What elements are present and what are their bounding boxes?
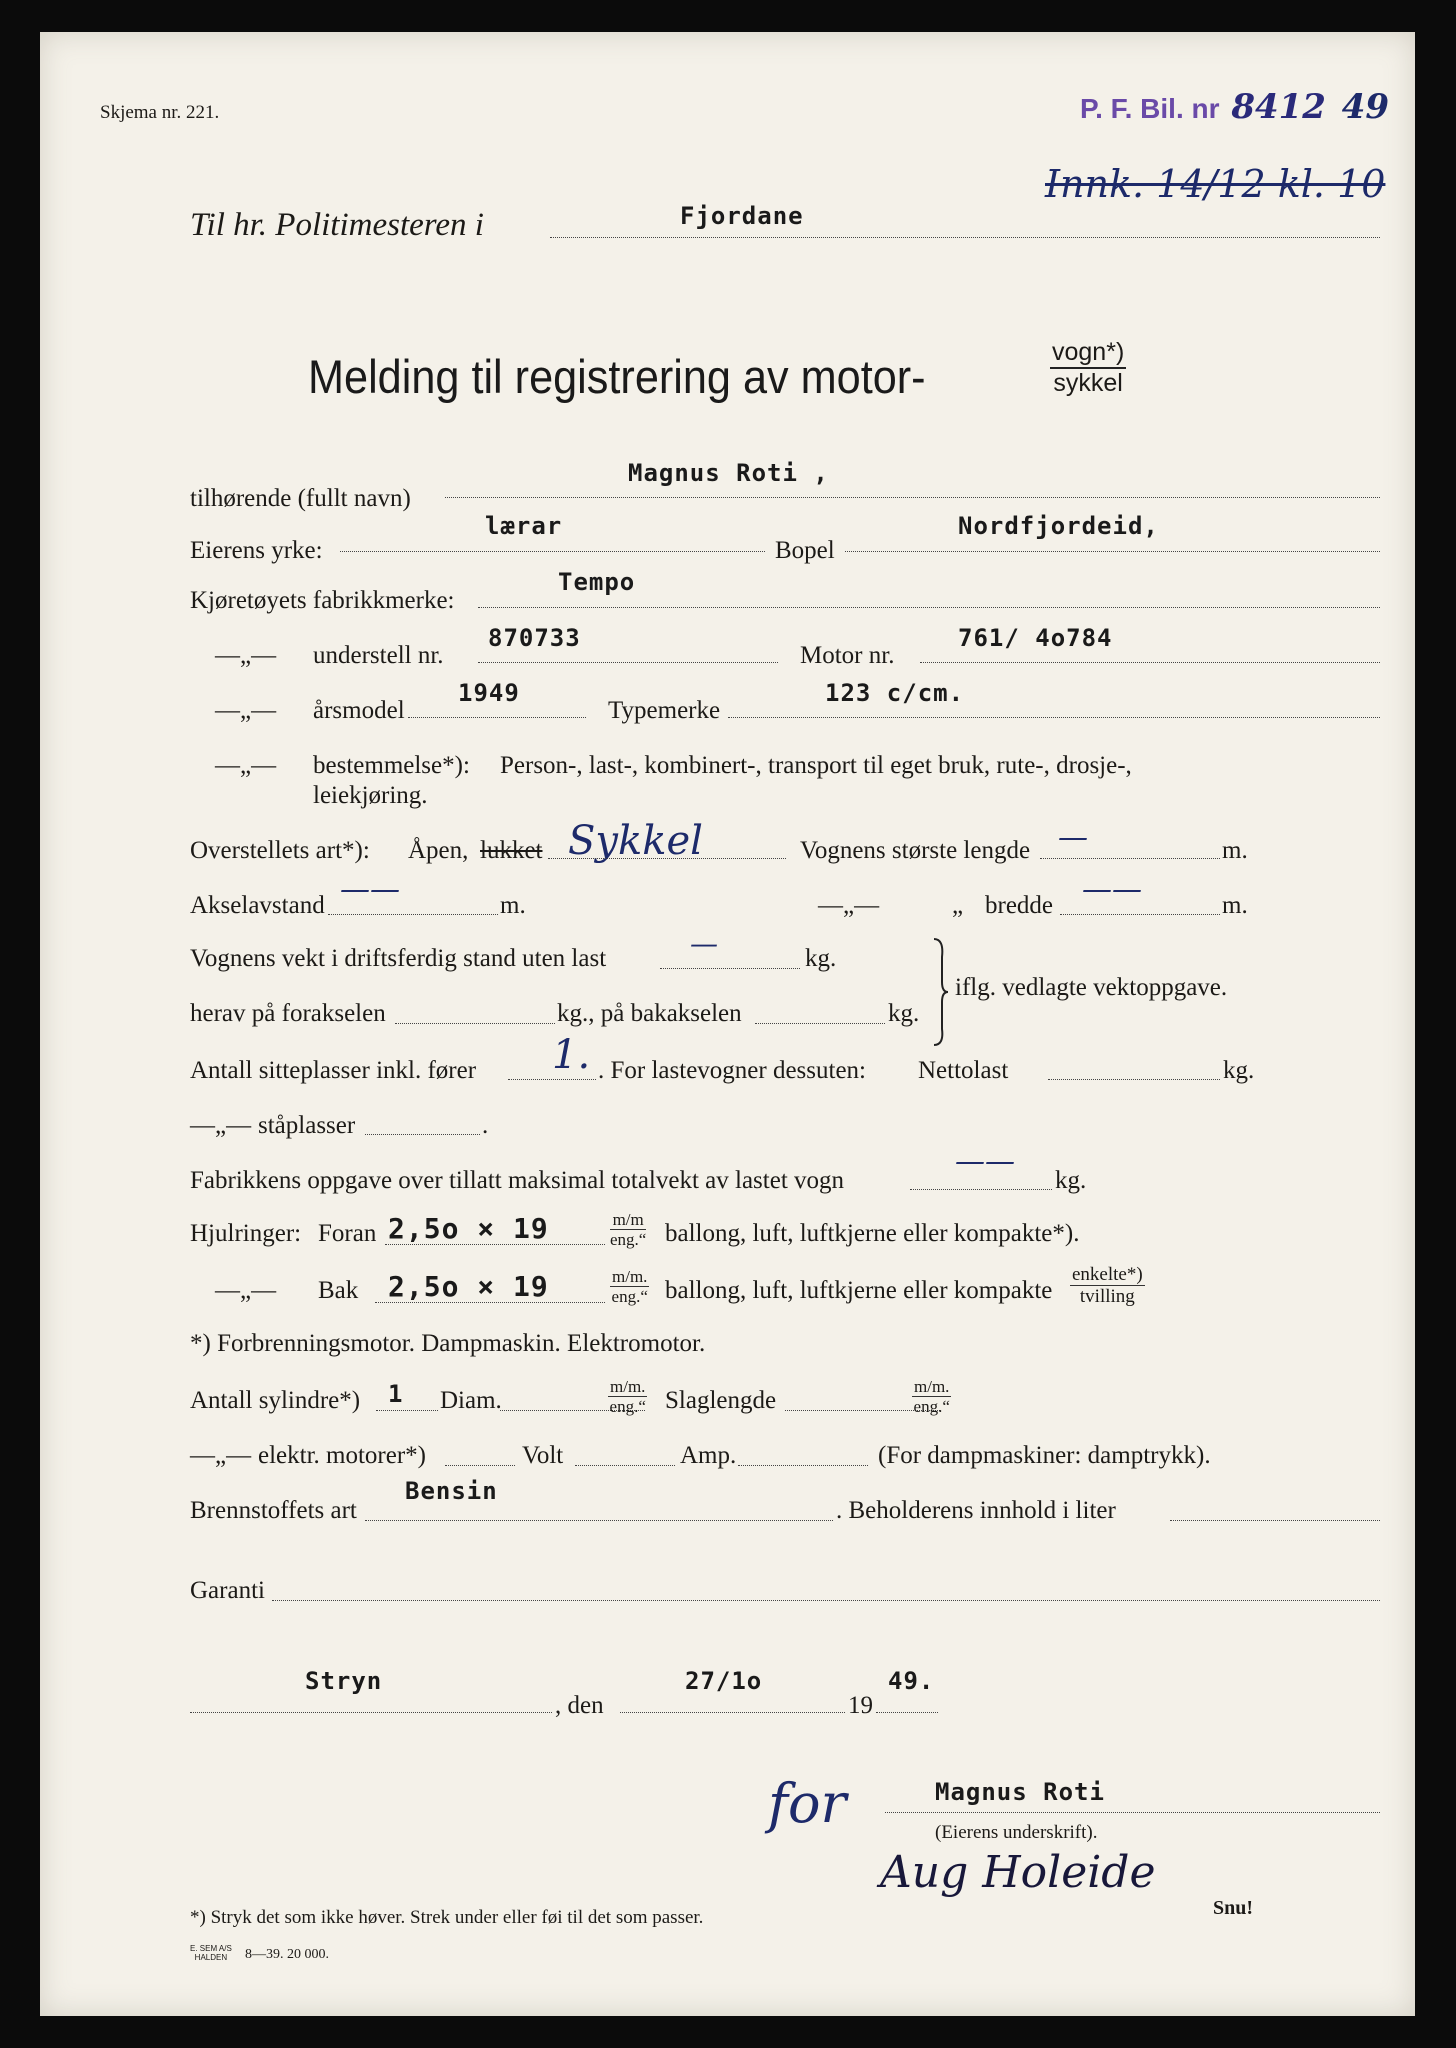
rear-tire-label: Bak (318, 1277, 359, 1304)
electric-line (445, 1465, 515, 1466)
signature-for: for (768, 1772, 847, 1835)
axle-label: Akselavstand (190, 892, 325, 919)
addressee-value: Fjordane (680, 202, 804, 230)
standing-line (365, 1134, 480, 1135)
owner-signature-value: Magnus Roti (935, 1778, 1105, 1806)
max-weight-label: Fabrikkens oppgave over tillatt maksimal totalvekt av lastet vogn (190, 1167, 845, 1194)
body-type-line (548, 858, 786, 859)
date-value: 27/1o (685, 1667, 763, 1695)
ditto-mark: —„— (215, 1277, 277, 1304)
addressee-label: Til hr. Politimesteren i (190, 207, 484, 243)
width-line (1060, 914, 1220, 915)
place-value: Stryn (305, 1667, 383, 1695)
amp-line (738, 1465, 868, 1466)
frac-top: enkelte*) (1072, 1264, 1143, 1285)
diam-unit (608, 1377, 647, 1416)
fuel-label: Brennstoffets art (190, 1497, 357, 1524)
rear-axle-label: kg., på bakakselen (557, 1000, 742, 1027)
type-value: 123 c/cm. (825, 679, 965, 707)
ditto-mark: —„— (215, 697, 277, 724)
stamp-received-note: Innk. 14/12 kl. 10 (1045, 162, 1386, 206)
occupation-line (340, 551, 765, 552)
max-weight-unit: kg. (1055, 1167, 1087, 1194)
year-prefix: 19 (848, 1692, 873, 1719)
standing-label: ståplasser (258, 1112, 356, 1139)
owner-name-value: Magnus Roti , (628, 459, 829, 487)
year-line (408, 717, 586, 718)
stamp-year: 49 (1341, 87, 1390, 127)
residence-value: Nordfjordeid, (958, 512, 1159, 540)
front-tire-unit (610, 1210, 646, 1249)
tires-label: Hjulringer: (190, 1220, 302, 1247)
electric-label: elektr. motorer*) (258, 1442, 426, 1469)
rear-tire-unit (610, 1267, 649, 1306)
footnote: *) Stryk det som ikke høver. Strek under eller føi til det som passer. (190, 1907, 704, 1928)
type-label: Typemerke (608, 697, 721, 724)
standing-period: . (482, 1112, 489, 1139)
body-type-label: Overstellets art*): (190, 837, 370, 864)
max-weight-line (910, 1189, 1052, 1190)
purpose-options-cont: leiekjøring. (313, 782, 428, 809)
weight-value: — (690, 927, 718, 960)
unit-bottom: eng.“ (611, 1287, 648, 1306)
length-label: Vognens største lengde (800, 837, 1031, 864)
title-fraction (1050, 338, 1126, 398)
make-value: Tempo (558, 568, 636, 596)
weight-line (660, 968, 800, 969)
residence-label: Bopel (775, 537, 835, 564)
printer-name: E. SEM A/S (190, 1944, 232, 1953)
net-load-line (1048, 1079, 1220, 1080)
unit-bottom: eng.“ (609, 1397, 646, 1416)
form-sheet (40, 32, 1415, 2016)
width-label: bredde (985, 892, 1054, 919)
body-type-handwritten: Sykkel (568, 818, 703, 864)
make-label: Kjøretøyets fabrikkmerke: (190, 587, 455, 614)
rear-axle-line (755, 1023, 885, 1024)
ditto-mark: —„— (190, 1442, 252, 1469)
weight-note: iflg. vedlagte vektoppgave. (955, 974, 1228, 1001)
motor-line (920, 662, 1380, 663)
form-number: Skjema nr. 221. (100, 102, 220, 123)
steam-note: (For dampmaskiner: damptrykk). (878, 1442, 1211, 1469)
signature-caption: (Eierens underskrift). (935, 1822, 1098, 1843)
year-suffix: 49. (888, 1667, 935, 1695)
year-line (876, 1712, 938, 1713)
handwritten-signature: Aug Holeide (880, 1847, 1156, 1898)
chassis-line (478, 662, 778, 663)
seats-label: Antall sitteplasser inkl. fører (190, 1057, 477, 1084)
weight-label: Vognens vekt i driftsferdig stand uten last (190, 945, 607, 972)
ditto-mark: —„— (818, 892, 880, 919)
title-frac-bottom: sykkel (1053, 369, 1123, 397)
form-title: Melding til registrering av motor- (308, 350, 926, 403)
fuel-line (365, 1520, 833, 1521)
stamp-number: 8412 (1231, 87, 1326, 127)
weight-brace (930, 937, 950, 1047)
unit-top: m/m. (914, 1377, 950, 1396)
owner-name-line (445, 497, 1380, 498)
front-tire-value: 2,5o × 19 (388, 1212, 549, 1245)
weight-unit: kg. (805, 945, 837, 972)
net-load-label: Nettolast (918, 1057, 1009, 1084)
length-value: — (1058, 820, 1088, 855)
front-tire-text: ballong, luft, luftkjerne eller kompakte*). (665, 1220, 1080, 1247)
volt-line (575, 1465, 675, 1466)
volt-label: Volt (522, 1442, 564, 1469)
width-unit: m. (1222, 892, 1248, 919)
cylinders-label: Antall sylindre*) (190, 1387, 361, 1414)
purpose-options: Person-, last-, kombinert-, transport til eget bruk, rute-, drosje-, (500, 752, 1132, 779)
chassis-value: 870733 (488, 624, 581, 652)
front-axle-line (395, 1023, 555, 1024)
front-tire-label: Foran (318, 1220, 377, 1247)
ditto-mark: —„— (190, 1112, 252, 1139)
turn-over: Snu! (1213, 1897, 1254, 1919)
axle-unit: m. (500, 892, 526, 919)
stroke-label: Slaglengde (665, 1387, 777, 1414)
rear-axle-unit: kg. (888, 1000, 920, 1027)
rear-tire-value: 2,5o × 19 (388, 1270, 549, 1303)
printer-mark (190, 1944, 232, 1962)
year-value: 1949 (458, 679, 520, 707)
engine-types: *) Forbrenningsmotor. Dampmaskin. Elektromotor. (190, 1330, 706, 1357)
date-line (620, 1712, 845, 1713)
residence-line (845, 551, 1380, 552)
unit-top: m/m. (612, 1267, 648, 1286)
occupation-label: Eierens yrke: (190, 537, 323, 564)
den-label: , den (555, 1692, 604, 1719)
ditto-mark: —„— (215, 642, 277, 669)
tank-label: . Beholderens innhold i liter (836, 1497, 1116, 1524)
rear-tire-line (375, 1302, 605, 1303)
motor-label: Motor nr. (800, 642, 895, 669)
printer-city: HALDEN (194, 1953, 228, 1962)
guarantee-line (272, 1600, 1380, 1601)
net-load-unit: kg. (1223, 1057, 1255, 1084)
ditto-quote: „ (952, 892, 964, 919)
signature-line (885, 1812, 1380, 1813)
title-frac-top: vogn*) (1050, 338, 1126, 369)
max-weight-value: —— (955, 1144, 1015, 1179)
registration-stamp (1080, 87, 1389, 127)
rear-tire-text: ballong, luft, luftkjerne eller kompakte (665, 1277, 1053, 1304)
seats-line (508, 1079, 596, 1080)
tank-line (1170, 1520, 1380, 1521)
addressee-line (550, 237, 1380, 238)
occupation-value: lærar (485, 512, 563, 540)
rear-tire-fraction (1070, 1264, 1145, 1307)
make-line (478, 607, 1380, 608)
year-label: årsmodel (313, 697, 405, 724)
guarantee-label: Garanti (190, 1577, 265, 1604)
axle-value: —— (340, 872, 400, 907)
owner-name-label: tilhørende (fullt navn) (190, 485, 411, 512)
amp-label: Amp. (680, 1442, 737, 1469)
front-tire-line (385, 1244, 605, 1245)
fuel-value: Bensin (405, 1477, 498, 1505)
place-line (190, 1712, 552, 1713)
body-type-closed-struck: lukket (480, 837, 543, 864)
stamp-label: P. F. Bil. nr (1080, 93, 1220, 124)
cylinders-line (376, 1410, 438, 1411)
unit-bottom: eng.“ (610, 1230, 647, 1249)
type-line (728, 717, 1380, 718)
front-axle-label: herav på forakselen (190, 1000, 386, 1027)
freight-label: . For lastevogner dessuten: (598, 1057, 867, 1084)
axle-line (328, 914, 498, 915)
stroke-unit (912, 1377, 951, 1416)
body-type-open: Åpen, (408, 837, 469, 864)
width-value: —— (1082, 872, 1142, 907)
unit-top: m/m. (610, 1377, 646, 1396)
frac-bottom: tvilling (1079, 1286, 1135, 1307)
printer-code: 8—39. 20 000. (245, 1947, 329, 1962)
chassis-label: understell nr. (313, 642, 444, 669)
length-unit: m. (1222, 837, 1248, 864)
unit-top: m/m (610, 1210, 646, 1230)
length-line (1040, 858, 1220, 859)
unit-bottom: eng.“ (913, 1397, 950, 1416)
cylinders-value: 1 (388, 1380, 404, 1408)
diam-label: Diam. (440, 1387, 502, 1414)
purpose-label: bestemmelse*): (313, 752, 470, 779)
motor-value: 761/ 4o784 (958, 624, 1113, 652)
seats-value: 1. (552, 1032, 591, 1078)
ditto-mark: —„— (215, 752, 277, 779)
